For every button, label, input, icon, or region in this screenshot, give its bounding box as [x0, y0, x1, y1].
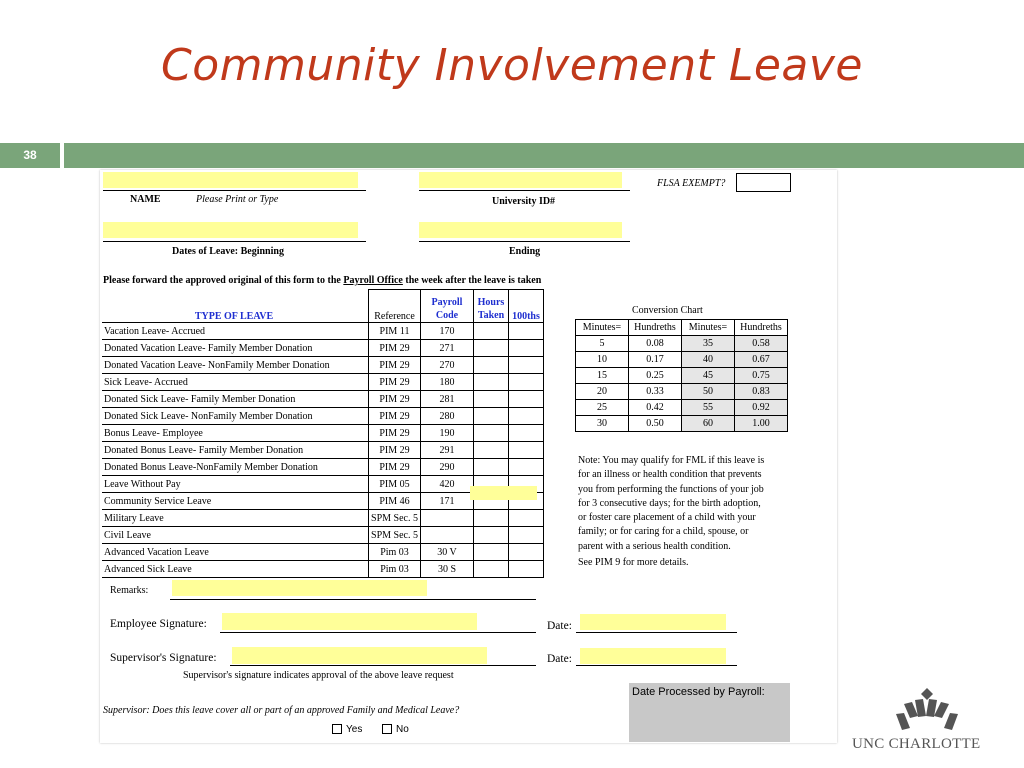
conversion-cell: 30 — [576, 416, 629, 432]
leave-payroll-code: 30 V — [421, 544, 474, 561]
leave-payroll-code: 171 — [421, 493, 474, 510]
leave-payroll-code — [421, 527, 474, 544]
note-line: or foster care placement of a child with your — [578, 512, 756, 524]
leave-type-name: Civil Leave — [102, 527, 369, 544]
leave-type-name: Leave Without Pay — [102, 476, 369, 493]
conversion-cell: 0.50 — [629, 416, 682, 432]
note-line: Note: You may qualify for FML if this leave is — [578, 455, 765, 466]
note-line: family; or for caring for a child, spouse, or — [578, 526, 749, 538]
hours-taken-cell[interactable] — [474, 408, 509, 425]
yes-checkbox[interactable] — [332, 724, 342, 734]
conversion-cell: 0.67 — [735, 352, 788, 368]
hundredths-cell[interactable] — [509, 340, 544, 357]
leave-payroll-code: 280 — [421, 408, 474, 425]
hours-taken-cell[interactable] — [474, 544, 509, 561]
leave-row — [102, 527, 544, 544]
leave-row — [102, 510, 544, 527]
leave-payroll-code: 420 — [421, 476, 474, 493]
leave-payroll-code: 291 — [421, 442, 474, 459]
hours-taken-cell[interactable] — [474, 561, 509, 578]
hundredths-cell[interactable] — [509, 357, 544, 374]
hundredths-cell[interactable] — [509, 527, 544, 544]
employee-date-underline — [576, 632, 737, 633]
leave-type-name: Donated Bonus Leave-NonFamily Member Donation — [102, 459, 369, 476]
leave-payroll-code: 180 — [421, 374, 474, 391]
leave-row — [102, 374, 544, 391]
hundredths-cell[interactable] — [509, 459, 544, 476]
leave-type-name: Donated Sick Leave- Family Member Donation — [102, 391, 369, 408]
leave-payroll-code: 190 — [421, 425, 474, 442]
hundredths-cell[interactable] — [509, 425, 544, 442]
slide-title: Community Involvement Leave — [160, 40, 863, 91]
conversion-cell: 0.25 — [629, 368, 682, 384]
name-label: NAME — [130, 194, 161, 205]
dates-label: Dates of Leave: Beginning — [172, 246, 284, 257]
conversion-chart-table — [575, 319, 788, 432]
leave-type-name: Donated Bonus Leave- Family Member Donation — [102, 442, 369, 459]
university-id-label: University ID# — [492, 196, 556, 207]
leave-reference: PIM 29 — [369, 459, 421, 476]
leave-payroll-code: 30 S — [421, 561, 474, 578]
forward-instruction — [103, 275, 541, 286]
leave-reference: PIM 29 — [369, 442, 421, 459]
employee-signature-field[interactable] — [222, 613, 477, 630]
leave-row — [102, 340, 544, 357]
hundredths-cell[interactable] — [509, 510, 544, 527]
flsa-box[interactable] — [736, 173, 791, 192]
leave-type-name: Military Leave — [102, 510, 369, 527]
conversion-cell: 60 — [682, 416, 735, 432]
leave-payroll-code: 290 — [421, 459, 474, 476]
note-line: parent with a serious health condition. — [578, 540, 731, 552]
conversion-header: Minutes= — [682, 320, 735, 336]
hundredths-cell[interactable] — [509, 323, 544, 340]
university-id-underline — [419, 190, 630, 191]
leave-row — [102, 544, 544, 561]
leave-row — [102, 459, 544, 476]
leave-type-name: Donated Sick Leave- NonFamily Member Donation — [102, 408, 369, 425]
hours-taken-cell[interactable] — [474, 442, 509, 459]
leave-reference: SPM Sec. 5 — [369, 510, 421, 527]
hours-taken-cell[interactable] — [474, 374, 509, 391]
leave-reference: PIM 46 — [369, 493, 421, 510]
supervisor-signature-underline — [230, 665, 536, 666]
leave-type-name: Advanced Vacation Leave — [102, 544, 369, 561]
conversion-cell: 55 — [682, 400, 735, 416]
leave-reference: Pim 03 — [369, 561, 421, 578]
conversion-row — [576, 416, 788, 432]
leave-payroll-code: 170 — [421, 323, 474, 340]
leave-payroll-code: 270 — [421, 357, 474, 374]
header-bar — [64, 143, 1024, 168]
reference-header: Reference — [369, 290, 421, 323]
leave-reference: PIM 29 — [369, 391, 421, 408]
hours-taken-cell[interactable] — [474, 510, 509, 527]
conversion-cell: 0.92 — [735, 400, 788, 416]
conversion-cell: 0.33 — [629, 384, 682, 400]
leave-row — [102, 561, 544, 578]
begin-date-field[interactable] — [103, 222, 358, 238]
end-date-field[interactable] — [419, 222, 622, 238]
conversion-row — [576, 336, 788, 352]
conversion-cell: 0.08 — [629, 336, 682, 352]
conversion-row — [576, 352, 788, 368]
supervisor-date-underline — [576, 665, 737, 666]
approval-note: Supervisor's signature indicates approval of the above leave request — [183, 670, 454, 681]
end-date-underline — [419, 241, 630, 242]
no-option[interactable] — [382, 724, 409, 735]
university-id-field[interactable] — [419, 172, 622, 188]
leave-reference: PIM 11 — [369, 323, 421, 340]
hours-taken-cell[interactable] — [474, 425, 509, 442]
employee-signature-label: Employee Signature: — [110, 618, 207, 630]
conversion-header: Hundreths — [629, 320, 682, 336]
leave-row — [102, 357, 544, 374]
conversion-cell: 15 — [576, 368, 629, 384]
hundredths-cell[interactable] — [509, 391, 544, 408]
unc-charlotte-crown-icon — [850, 684, 1010, 734]
community-service-hours-field[interactable] — [470, 486, 537, 500]
hundredths-cell[interactable] — [509, 544, 544, 561]
conversion-cell: 0.17 — [629, 352, 682, 368]
conversion-header-row — [576, 320, 788, 336]
leave-table-header — [102, 290, 544, 323]
leave-form — [100, 170, 837, 743]
conversion-row — [576, 400, 788, 416]
name-field[interactable] — [103, 172, 358, 188]
slide-number: 38 — [23, 148, 37, 162]
supervisor-date-field[interactable] — [580, 648, 726, 664]
leave-type-name: Donated Vacation Leave- Family Member Donation — [102, 340, 369, 357]
conversion-row — [576, 384, 788, 400]
leave-reference: PIM 05 — [369, 476, 421, 493]
fml-note — [578, 454, 793, 570]
name-underline — [103, 190, 366, 191]
conversion-header: Minutes= — [576, 320, 629, 336]
note-line: you from performing the functions of your job — [578, 483, 764, 495]
type-of-leave-header: TYPE OF LEAVE — [102, 290, 369, 323]
leave-row — [102, 408, 544, 425]
leave-type-table — [102, 289, 544, 578]
leave-reference: PIM 29 — [369, 374, 421, 391]
conversion-cell: 35 — [682, 336, 735, 352]
date-processed-label: Date Processed by Payroll: — [632, 686, 765, 698]
leave-row — [102, 323, 544, 340]
fml-question: Supervisor: Does this leave cover all or part of an approved Family and Medical Leave? — [103, 705, 460, 716]
leave-reference: PIM 29 — [369, 408, 421, 425]
begin-date-underline — [103, 241, 366, 242]
leave-payroll-code: 281 — [421, 391, 474, 408]
note-line: for 3 consecutive days; for the birth adoption, — [578, 497, 761, 509]
hours-taken-cell[interactable] — [474, 391, 509, 408]
leave-reference: SPM Sec. 5 — [369, 527, 421, 544]
hours-taken-cell[interactable] — [474, 340, 509, 357]
leave-type-name: Vacation Leave- Accrued — [102, 323, 369, 340]
employee-signature-underline — [220, 632, 536, 633]
leave-payroll-code: 271 — [421, 340, 474, 357]
yes-label: Yes — [346, 724, 363, 735]
conversion-cell: 0.83 — [735, 384, 788, 400]
employee-date-field[interactable] — [580, 614, 726, 630]
leave-reference: PIM 29 — [369, 340, 421, 357]
conversion-cell: 1.00 — [735, 416, 788, 432]
conversion-cell: 0.58 — [735, 336, 788, 352]
note-line: See PIM 9 for more details. — [578, 557, 689, 569]
conversion-row — [576, 368, 788, 384]
hundredths-header: 100ths — [509, 290, 544, 323]
conversion-cell: 45 — [682, 368, 735, 384]
forward-suffix: the week after the leave is taken — [402, 275, 542, 286]
hundredths-cell[interactable] — [509, 374, 544, 391]
flsa-label: FLSA EXEMPT? — [657, 178, 726, 189]
payroll-code-header: Payroll Code — [421, 290, 474, 323]
date-processed-box — [629, 683, 790, 742]
hundredths-cell[interactable] — [509, 408, 544, 425]
remarks-label: Remarks: — [110, 585, 149, 596]
leave-type-name: Community Service Leave — [102, 493, 369, 510]
leave-type-name: Donated Vacation Leave- NonFamily Member Donation — [102, 357, 369, 374]
conversion-cell: 20 — [576, 384, 629, 400]
leave-type-name: Sick Leave- Accrued — [102, 374, 369, 391]
yes-option[interactable] — [332, 724, 362, 735]
supervisor-date-label: Date: — [547, 653, 572, 665]
ending-label: Ending — [509, 246, 541, 257]
conversion-cell: 0.42 — [629, 400, 682, 416]
leave-row — [102, 425, 544, 442]
leave-reference: PIM 29 — [369, 357, 421, 374]
hours-taken-cell[interactable] — [474, 527, 509, 544]
hours-taken-cell[interactable] — [474, 357, 509, 374]
leave-type-name: Advanced Sick Leave — [102, 561, 369, 578]
leave-row — [102, 442, 544, 459]
payroll-office-text: Payroll Office — [343, 275, 403, 286]
conversion-cell: 0.75 — [735, 368, 788, 384]
supervisor-signature-label: Supervisor's Signature: — [110, 652, 217, 664]
conversion-header: Hundreths — [735, 320, 788, 336]
no-checkbox[interactable] — [382, 724, 392, 734]
name-hint: Please Print or Type — [196, 194, 279, 205]
conversion-chart-title: Conversion Chart — [632, 305, 703, 316]
conversion-cell: 25 — [576, 400, 629, 416]
leave-type-name: Bonus Leave- Employee — [102, 425, 369, 442]
remarks-field[interactable] — [172, 580, 427, 596]
leave-row — [102, 391, 544, 408]
no-label: No — [396, 724, 409, 735]
forward-prefix: Please forward the approved original of this form to the — [103, 275, 344, 286]
conversion-cell: 40 — [682, 352, 735, 368]
supervisor-signature-field[interactable] — [232, 647, 487, 664]
conversion-cell: 10 — [576, 352, 629, 368]
leave-reference: Pim 03 — [369, 544, 421, 561]
employee-date-label: Date: — [547, 620, 572, 632]
hours-taken-cell[interactable] — [474, 459, 509, 476]
hundredths-cell[interactable] — [509, 561, 544, 578]
leave-payroll-code — [421, 510, 474, 527]
leave-reference: PIM 29 — [369, 425, 421, 442]
conversion-cell: 50 — [682, 384, 735, 400]
hours-taken-cell[interactable] — [474, 323, 509, 340]
unc-charlotte-wordmark: UNC CHARLOTTE — [852, 736, 981, 752]
note-line: for an illness or health condition that prevents — [578, 469, 762, 481]
conversion-cell: 5 — [576, 336, 629, 352]
hundredths-cell[interactable] — [509, 442, 544, 459]
remarks-underline — [170, 599, 536, 600]
hours-taken-header: Hours Taken — [474, 290, 509, 323]
